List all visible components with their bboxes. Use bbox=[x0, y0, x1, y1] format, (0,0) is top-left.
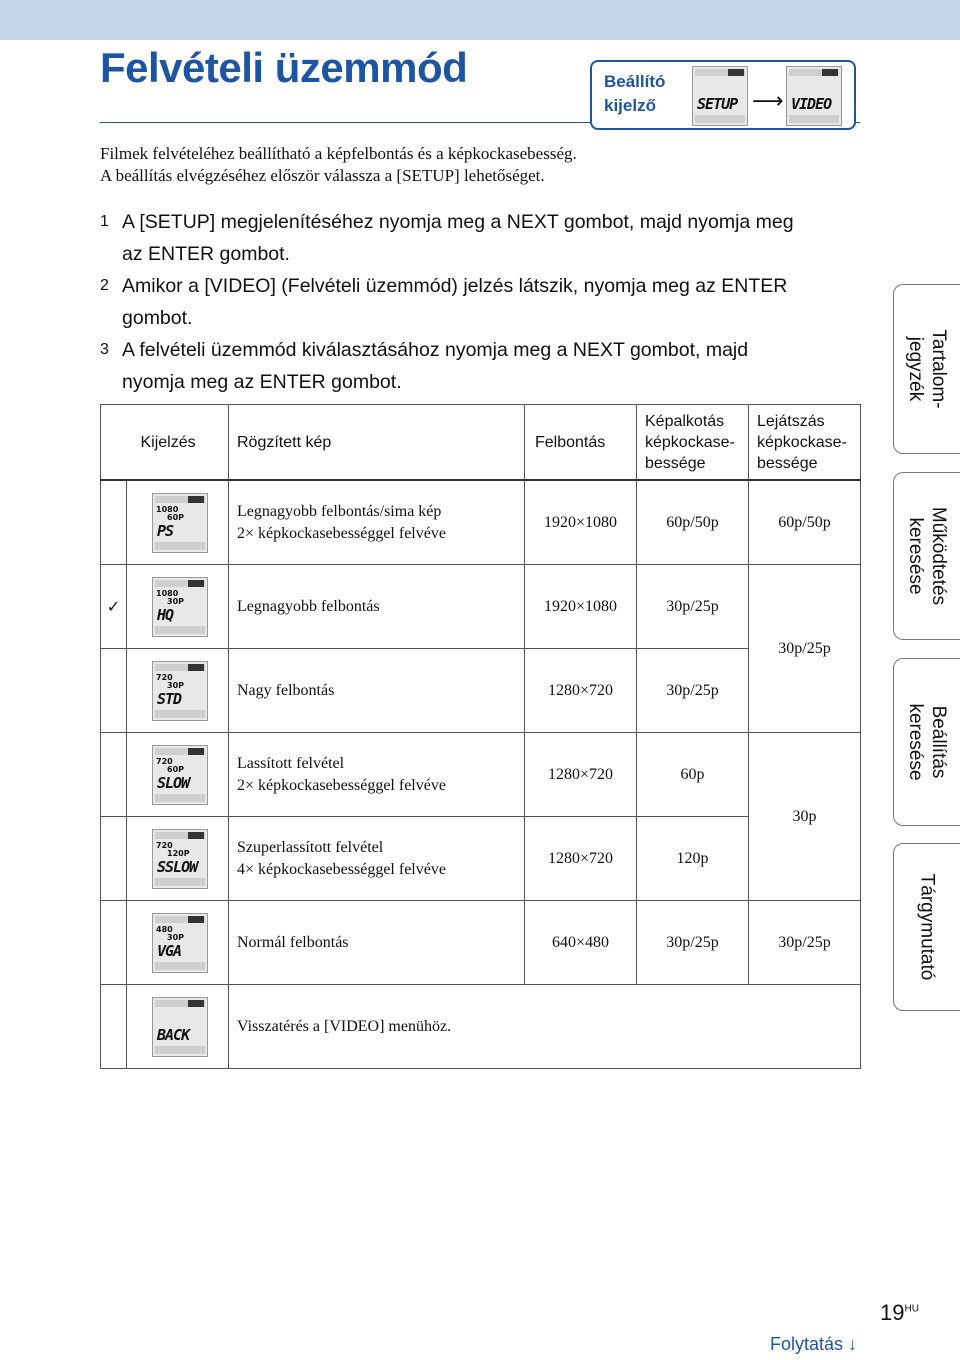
table-row bbox=[101, 733, 861, 817]
mode-description: Normál felbontás bbox=[229, 901, 525, 985]
page-number: $19^{HU}$ bbox=[880, 1300, 919, 1325]
table-row bbox=[101, 985, 861, 1069]
table-row bbox=[101, 901, 861, 985]
tab-index-label: Tárgymutató bbox=[916, 873, 938, 981]
tab-operations-label: Működtetés keresése bbox=[905, 506, 949, 606]
step-text: Amikor a [VIDEO] (Felvételi üzemmód) jelzés látszik, nyomja meg az ENTER gombot. bbox=[122, 275, 788, 329]
default-check-icon: ✓ bbox=[101, 565, 127, 649]
mode-description: Legnagyobb felbontás/sima kép 2× képkockasebességgel felvéve bbox=[229, 480, 525, 565]
lcd-video-text: VIDEO bbox=[791, 95, 832, 113]
setup-label-line1: Beállító bbox=[604, 72, 666, 91]
tab-toc[interactable] bbox=[893, 284, 960, 454]
step-2 bbox=[100, 270, 800, 334]
header-display: Kijelzés bbox=[127, 405, 229, 481]
play-rate-cell: 30p/25p bbox=[749, 565, 861, 733]
resolution-cell: 1280×720 bbox=[525, 817, 637, 901]
step-number: 1 bbox=[100, 213, 109, 230]
shoot-rate-cell: 30p/25p bbox=[637, 565, 749, 649]
lcd-mode-icon: 480 30P VGA bbox=[152, 913, 208, 973]
header-recorded: Rögzített kép bbox=[229, 405, 525, 481]
play-rate-cell: 30p bbox=[749, 733, 861, 901]
steps-list bbox=[100, 206, 800, 398]
header-resolution: Felbontás bbox=[525, 405, 637, 481]
shoot-rate-cell: 30p/25p bbox=[637, 901, 749, 985]
table-row bbox=[101, 565, 861, 649]
mode-description: Legnagyobb felbontás bbox=[229, 565, 525, 649]
header-shoot-rate: Képalkotás képkockase-bessége bbox=[637, 405, 749, 481]
step-text: A [SETUP] megjelenítéséhez nyomja meg a NEXT gombot, majd nyomja meg az ENTER gombot. bbox=[122, 211, 794, 265]
lcd-video-icon bbox=[786, 66, 842, 126]
header-play-rate: Lejátszás képkockase-bessége bbox=[749, 405, 861, 481]
continue-link[interactable] bbox=[770, 1334, 857, 1355]
tab-index[interactable] bbox=[893, 843, 960, 1011]
step-number: 3 bbox=[100, 341, 109, 358]
recording-mode-table bbox=[100, 404, 861, 1069]
mode-description: Nagy felbontás bbox=[229, 649, 525, 733]
lcd-mode-icon: 720 120P SSLOW bbox=[152, 829, 208, 889]
resolution-cell: 1920×1080 bbox=[525, 480, 637, 565]
intro-line2: A beállítás elvégzéséhez először válassza a [SETUP] lehetőséget. bbox=[100, 166, 545, 185]
lcd-setup-icon bbox=[692, 66, 748, 126]
mode-description: Visszatérés a [VIDEO] menühöz. bbox=[229, 985, 861, 1069]
tab-operations[interactable] bbox=[893, 472, 960, 640]
lcd-mode-icon: 1080 30P HQ bbox=[152, 577, 208, 637]
table-row bbox=[101, 649, 861, 733]
resolution-cell: 1280×720 bbox=[525, 649, 637, 733]
step-3 bbox=[100, 334, 800, 398]
lcd-setup-text: SETUP bbox=[697, 95, 738, 113]
table-row bbox=[101, 480, 861, 565]
page-title: Felvételi üzemmód bbox=[100, 44, 468, 91]
play-rate-cell: 60p/50p bbox=[749, 480, 861, 565]
tab-settings[interactable] bbox=[893, 658, 960, 826]
tab-settings-label: Beállítás keresése bbox=[905, 703, 949, 781]
mode-description: Szuperlassított felvétel 4× képkockasebességgel felvéve bbox=[229, 817, 525, 901]
step-number: 2 bbox=[100, 277, 109, 294]
step-1 bbox=[100, 206, 800, 270]
setup-display-label bbox=[604, 70, 665, 118]
arrow-right-icon: ⟶ bbox=[752, 88, 784, 113]
intro-text bbox=[100, 143, 577, 187]
intro-line1: Filmek felvételéhez beállítható a képfelbontás és a képkockasebesség. bbox=[100, 144, 577, 163]
continue-label: Folytatás bbox=[770, 1334, 844, 1354]
setup-label-line2: kijelző bbox=[604, 96, 656, 115]
top-color-bar bbox=[0, 0, 960, 40]
lcd-mode-icon: 1080 60P PS bbox=[152, 493, 208, 553]
table-header-row bbox=[101, 405, 861, 481]
shoot-rate-cell: 60p bbox=[637, 733, 749, 817]
shoot-rate-cell: 60p/50p bbox=[637, 480, 749, 565]
setup-display-box bbox=[590, 60, 856, 130]
lcd-mode-icon: 720 30P STD bbox=[152, 661, 208, 721]
resolution-cell: 1920×1080 bbox=[525, 565, 637, 649]
play-rate-cell: 30p/25p bbox=[749, 901, 861, 985]
lcd-mode-icon: 720 60P SLOW bbox=[152, 745, 208, 805]
lcd-mode-icon: BACK bbox=[152, 997, 208, 1057]
mode-description: Lassított felvétel 2× képkockasebességgel felvéve bbox=[229, 733, 525, 817]
resolution-cell: 1280×720 bbox=[525, 733, 637, 817]
table-row bbox=[101, 817, 861, 901]
resolution-cell: 640×480 bbox=[525, 901, 637, 985]
step-text: A felvételi üzemmód kiválasztásához nyomja meg a NEXT gombot, majd nyomja meg az ENTER gombot. bbox=[122, 339, 749, 393]
arrow-down-icon: ↓ bbox=[848, 1334, 858, 1354]
shoot-rate-cell: 120p bbox=[637, 817, 749, 901]
tab-toc-label: Tartalom-jegyzék bbox=[905, 329, 949, 409]
shoot-rate-cell: 30p/25p bbox=[637, 649, 749, 733]
